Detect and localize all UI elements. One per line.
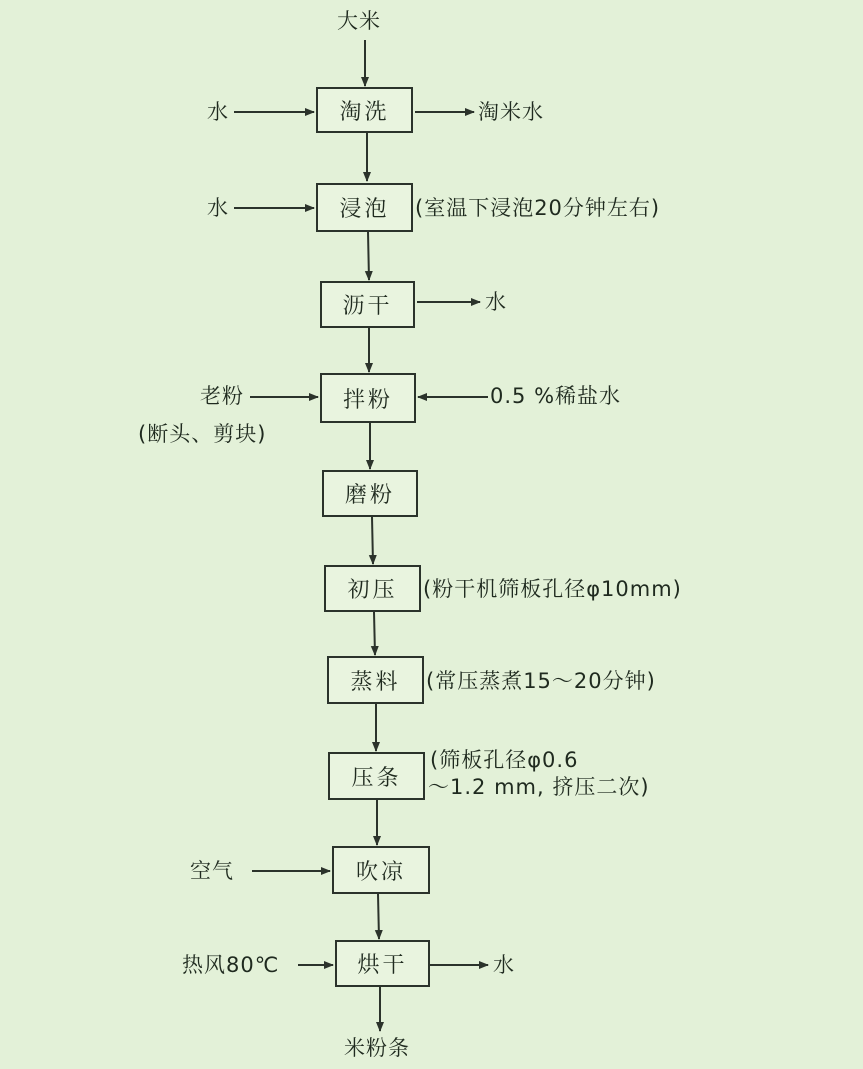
input-brine-label: 0.5 %稀盐水 bbox=[490, 384, 622, 408]
arrow-cool-to-dry bbox=[378, 894, 379, 939]
arrow-soak-to-drain bbox=[368, 232, 369, 280]
step-steam-box: 蒸料 bbox=[327, 656, 424, 704]
note-soak-label: (室温下浸泡20分钟左右) bbox=[415, 196, 661, 220]
step-prepress-box: 初压 bbox=[324, 565, 421, 612]
note-steam-label: (常压蒸煮15～20分钟) bbox=[426, 669, 656, 693]
arrow-grind-to-press bbox=[372, 517, 373, 564]
step-dry-box: 烘干 bbox=[335, 940, 430, 987]
input-air-label: 空气 bbox=[190, 859, 234, 883]
step-wash-box: 淘洗 bbox=[316, 87, 413, 133]
input-oldflour-detail-label: (断头、剪块) bbox=[138, 422, 267, 446]
step-mix-box: 拌粉 bbox=[320, 373, 416, 423]
output-water-dry-label: 水 bbox=[493, 953, 515, 977]
step-drain-box: 沥干 bbox=[320, 281, 415, 328]
step-cool-box: 吹凉 bbox=[332, 846, 430, 894]
note-prepress-label: (粉干机筛板孔径φ10mm) bbox=[423, 577, 682, 601]
input-water-soak-label: 水 bbox=[207, 196, 229, 220]
input-oldflour-label: 老粉 bbox=[200, 384, 244, 408]
input-water-wash-label: 水 bbox=[207, 100, 229, 124]
step-soak-box: 浸泡 bbox=[316, 183, 413, 232]
start-material-label: 大米 bbox=[337, 9, 381, 33]
note-extrude-line1-label: (筛板孔径φ0.6 bbox=[430, 748, 579, 772]
input-hotair-label: 热风80℃ bbox=[182, 953, 280, 977]
step-extrude-box: 压条 bbox=[328, 752, 425, 800]
note-extrude-line2-label: ～1.2 mm, 挤压二次) bbox=[428, 775, 650, 799]
step-grind-box: 磨粉 bbox=[322, 470, 418, 517]
arrow-press-to-steam bbox=[374, 612, 375, 655]
output-water-drain-label: 水 bbox=[485, 290, 507, 314]
end-product-label: 米粉条 bbox=[344, 1036, 410, 1060]
output-ricewater-label: 淘米水 bbox=[478, 100, 544, 124]
